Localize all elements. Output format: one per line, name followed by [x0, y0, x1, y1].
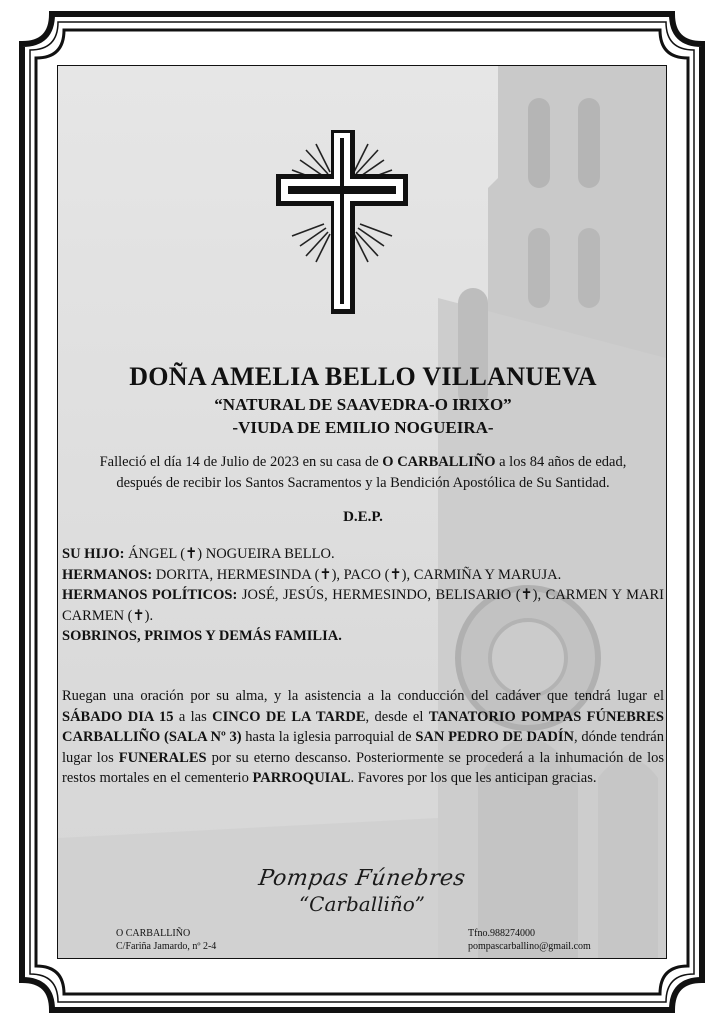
- death-text-age: a los 84 años de edad,: [495, 454, 627, 470]
- closing-text: , dónde tendrán lugar los: [62, 729, 664, 766]
- funeral-home-logo: [250, 866, 474, 916]
- siblings-text: DORITA, HERMESINDA (✝), PACO (✝), CARMIÑA Y MARUJA.: [152, 566, 562, 583]
- footer-address: C/Fariña Jamardo, nº 2-4: [116, 940, 217, 952]
- closing-time: CINCO DE LA TARDE: [212, 708, 366, 725]
- closing-text: . Favores por los que les anticipan gracias.: [350, 770, 597, 786]
- footer-contact-block: [468, 928, 591, 953]
- widow-line: -VIUDA DE EMILIO NOGUEIRA-: [232, 418, 494, 437]
- family-inlaws: [62, 585, 664, 626]
- footer-address-block: [116, 928, 216, 953]
- inlaws-text: JOSÉ, JESÚS, HERMESINDO, BELISARIO (✝), CARMEN Y MARI CARMEN (✝).: [62, 587, 664, 624]
- death-announcement: [62, 452, 664, 494]
- others-text: SOBRINOS, PRIMOS Y DEMÁS FAMILIA.: [62, 628, 342, 644]
- family-siblings: [62, 565, 664, 586]
- closing-venue: TANATORIO POMPAS FÚNEBRES CARBALLIÑO (SALA Nº 3): [62, 708, 664, 745]
- closing-church: SAN PEDRO DE DADÍN: [415, 729, 574, 745]
- dep-line: D.E.P.: [343, 509, 383, 525]
- footer-town: O CARBALLIÑO: [116, 928, 191, 939]
- closing-text: Ruegan una oración por su alma, y la asistencia a la conducción del cadáver que tendrá lugar el: [62, 688, 664, 704]
- family-others: [62, 626, 664, 647]
- deceased-name: DOÑA AMELIA BELLO VILLANUEVA: [129, 362, 597, 391]
- closing-text: a las: [173, 708, 213, 725]
- footer-email[interactable]: pompascarballino@gmail.com: [468, 940, 591, 952]
- closing-paragraph: [62, 686, 664, 789]
- closing-funerals: FUNERALES: [118, 749, 207, 766]
- cross-icon: [262, 128, 422, 318]
- siblings-label: HERMANOS:: [62, 566, 153, 583]
- closing-day: SÁBADO DIA 15: [62, 708, 174, 725]
- logo-line-2: “Carballiño”: [298, 892, 426, 916]
- family-list: [62, 544, 664, 647]
- death-text-sacraments: después de recibir los Santos Sacramentos y la Bendición Apostólica de Su Santidad.: [116, 475, 610, 491]
- death-place: O CARBALLIÑO: [382, 454, 496, 470]
- logo-line-1: Pompas Fúnebres: [257, 866, 468, 891]
- closing-text: , desde el: [365, 708, 429, 725]
- death-text: Falleció el día 14 de Julio de 2023 en su casa de: [99, 454, 383, 470]
- son-label: SU HIJO:: [62, 546, 125, 562]
- closing-text: hasta la iglesia parroquial de: [241, 729, 416, 745]
- footer-phone: Tfno.988274000: [468, 928, 535, 939]
- inlaws-label: HERMANOS POLÍTICOS:: [62, 587, 238, 603]
- closing-cemetery: PARROQUIAL: [252, 770, 351, 786]
- closing-text: por su eterno descanso. Posteriormente se procederá a la inhumación de los restos mortales en el cementerio: [62, 749, 665, 786]
- family-son: [62, 544, 664, 565]
- son-text: ÁNGEL (✝) NOGUEIRA BELLO.: [124, 546, 335, 562]
- origin-line: “NATURAL DE SAAVEDRA-O IRIXO”: [214, 395, 512, 414]
